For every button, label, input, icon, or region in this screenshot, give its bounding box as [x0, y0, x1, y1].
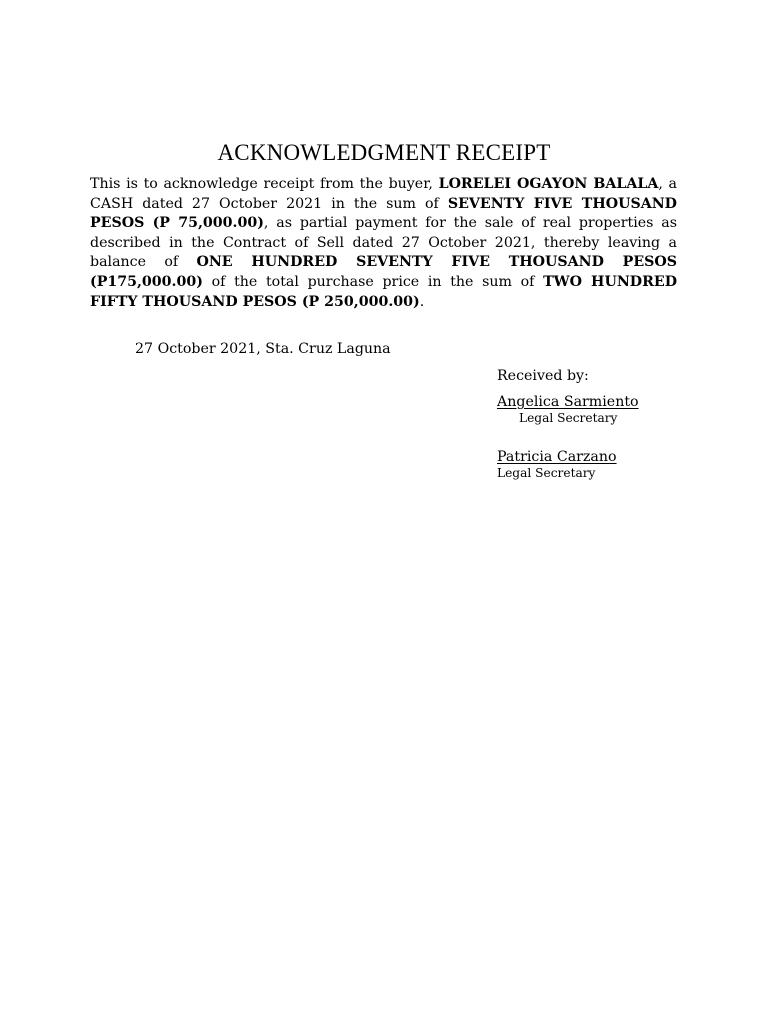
body-text-total-intro: of the total purchase price in the sum of — [202, 273, 544, 290]
body-text-end: . — [419, 293, 425, 310]
signer-block — [497, 394, 639, 425]
buyer-name: LORELEI OGAYON BALALA — [438, 176, 659, 192]
amount-paid: SEVENTY FIVE THOUSAND PESOS (P 75,000.00) — [90, 195, 677, 232]
document-title: ACKNOWLEDGMENT RECEIPT — [217, 140, 551, 165]
date-and-place: 27 October 2021, Sta. Cruz Laguna — [135, 341, 391, 357]
total-price: TWO HUNDRED FIFTY THOUSAND PESOS (P 250,000.00) — [90, 273, 677, 310]
signer-role: Legal Secretary — [497, 466, 596, 480]
signer-role: Legal Secretary — [519, 411, 618, 425]
signer-name: Patricia Carzano — [497, 449, 617, 465]
balance-amount: ONE HUNDRED SEVENTY FIVE THOUSAND PESOS (P175,000.00) — [90, 254, 678, 290]
received-by-label: Received by: — [497, 368, 589, 384]
body-text-intro: This is to acknowledge receipt from the buyer, — [90, 176, 439, 192]
body-text-purpose: , as partial payment for the sale of real properties as described in the Contract of Sell dated 27 October 2021, thereby leaving a balance of — [90, 215, 677, 271]
body-text-payment-type: , a CASH dated 27 October 2021 in the sum of — [90, 176, 677, 212]
signer-block — [497, 449, 617, 480]
signer-name: Angelica Sarmiento — [497, 394, 639, 410]
receipt-body-paragraph — [90, 175, 677, 312]
